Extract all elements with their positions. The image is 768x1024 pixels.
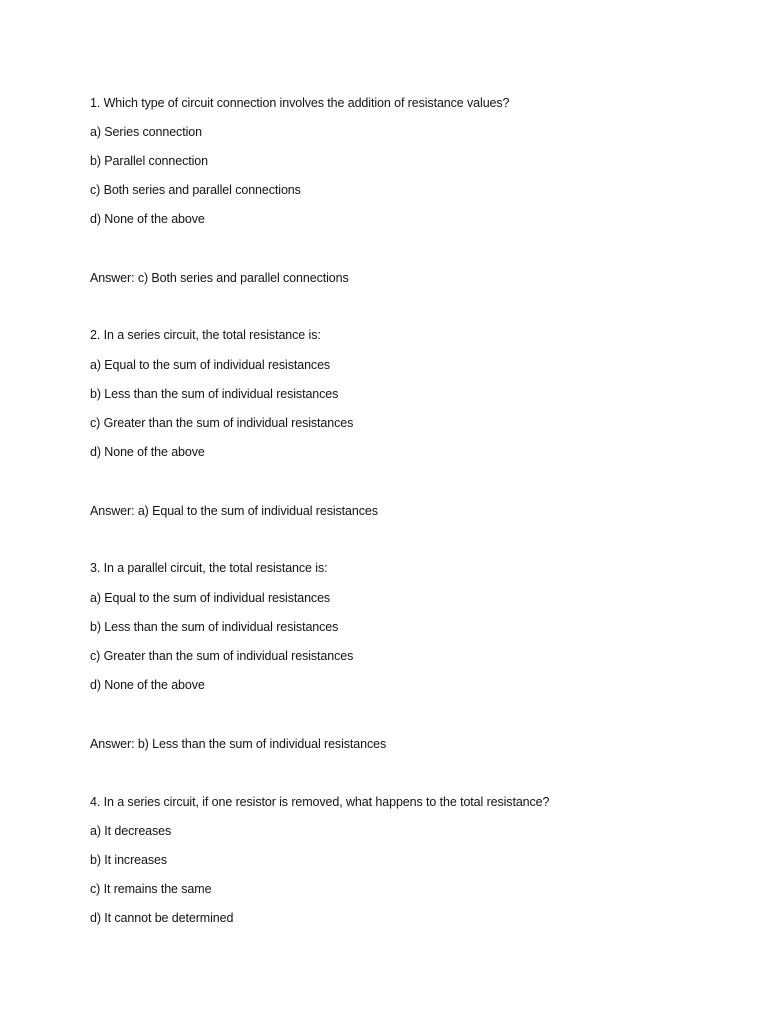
question-2-option-d: d) None of the above [90, 445, 205, 459]
question-1-answer: Answer: c) Both series and parallel connections [90, 271, 349, 285]
question-1-option-d: d) None of the above [90, 212, 205, 226]
question-2-text: 2. In a series circuit, the total resistance is: [90, 328, 321, 342]
question-3-answer: Answer: b) Less than the sum of individual resistances [90, 737, 387, 751]
question-2-answer: Answer: a) Equal to the sum of individual resistances [90, 504, 378, 518]
question-4-option-d: d) It cannot be determined [90, 911, 234, 925]
question-4-option-c: c) It remains the same [90, 882, 212, 896]
question-2-option-b: b) Less than the sum of individual resistances [90, 387, 339, 401]
question-1-option-c: c) Both series and parallel connections [90, 183, 301, 197]
question-1-option-b: b) Parallel connection [90, 154, 209, 168]
question-4-option-a: a) It decreases [90, 824, 172, 838]
question-1-text: 1. Which type of circuit connection involves the addition of resistance values? [90, 96, 510, 110]
question-4-text: 4. In a series circuit, if one resistor is removed, what happens to the total resistance? [90, 795, 550, 809]
question-2-option-a: a) Equal to the sum of individual resistances [90, 358, 331, 372]
question-3-option-a: a) Equal to the sum of individual resistances [90, 591, 331, 605]
question-3-option-c: c) Greater than the sum of individual resistances [90, 649, 354, 663]
question-1-option-a: a) Series connection [90, 125, 202, 139]
question-3-text: 3. In a parallel circuit, the total resistance is: [90, 561, 328, 575]
question-4-option-b: b) It increases [90, 853, 168, 867]
question-2-option-c: c) Greater than the sum of individual resistances [90, 416, 354, 430]
question-3-option-d: d) None of the above [90, 678, 205, 692]
question-3-option-b: b) Less than the sum of individual resistances [90, 620, 339, 634]
